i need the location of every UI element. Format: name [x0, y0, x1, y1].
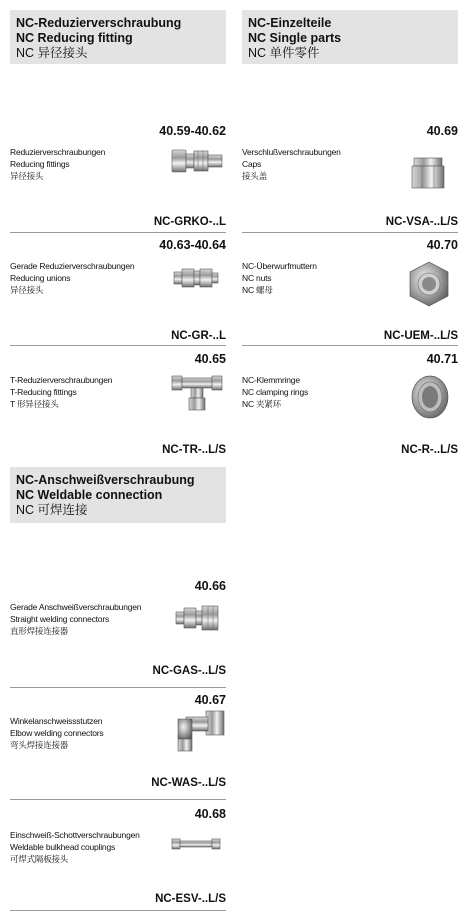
product-entry[interactable]: [242, 238, 458, 348]
product-number: 40.67: [194, 693, 226, 707]
product-description: [242, 374, 308, 410]
description-de: Gerade Reduzierverschraubungen: [10, 261, 135, 271]
product-description: [10, 146, 105, 182]
description-cn: NC 螺母: [242, 285, 273, 295]
weldable-header-cn: NC 可焊连接: [16, 503, 88, 517]
description-de: NC-Klemmringe: [242, 375, 300, 385]
description-cn: 直形焊接连接器: [10, 626, 69, 636]
weldable-header-de: NC-Anschweißverschraubung: [16, 473, 195, 487]
product-number: 40.63-40.64: [159, 238, 226, 252]
product-number: 40.68: [194, 807, 226, 821]
description-en: Weldable bulkhead couplings: [10, 842, 116, 852]
product-number: 40.71: [426, 352, 458, 366]
single-header-en: NC Single parts: [248, 31, 342, 45]
product-description: [242, 146, 341, 182]
description-de: Gerade Anschweißverschraubungen: [10, 602, 142, 612]
elbow-welding-connector-icon: [170, 709, 226, 760]
product-code: NC-WAS-..L/S: [151, 777, 226, 789]
product-number: 40.69: [426, 124, 458, 138]
description-en: Reducing unions: [10, 273, 71, 283]
description-de: Reduzierverschraubungen: [10, 147, 106, 157]
product-description: [10, 374, 112, 410]
description-cn: 弯头焊接连接器: [10, 740, 69, 750]
product-number: 40.65: [194, 352, 226, 366]
description-en: Caps: [242, 159, 262, 169]
reducing-union-icon: [172, 266, 220, 295]
description-en: Reducing fittings: [10, 159, 70, 169]
product-number: 40.59-40.62: [159, 124, 226, 138]
product-code: NC-UEM-..L/S: [383, 330, 458, 342]
single-parts-column: [242, 10, 458, 456]
weldable-section-header: [10, 467, 226, 523]
product-entry[interactable]: [242, 352, 458, 462]
product-description: [242, 260, 317, 296]
product-entry[interactable]: [10, 693, 226, 803]
description-de: T-Reduzierverschraubungen: [10, 375, 113, 385]
t-reducing-fitting-icon: [170, 370, 224, 419]
description-en: T-Reducing fittings: [10, 387, 77, 397]
cap-icon: [410, 154, 446, 197]
product-code: NC-GR-..L: [171, 330, 226, 342]
description-cn: 接头盖: [242, 171, 267, 181]
nut-icon: [408, 260, 450, 313]
description-en: Straight welding connectors: [10, 614, 110, 624]
product-number: 40.70: [426, 238, 458, 252]
clamping-ring-icon: [410, 374, 450, 425]
product-code: NC-ESV-..L/S: [155, 893, 226, 905]
description-cn: T 形异径接头: [10, 399, 59, 409]
bulkhead-coupling-icon: [170, 835, 222, 858]
product-entry[interactable]: [10, 579, 226, 689]
description-cn: 异径接头: [10, 171, 44, 181]
reducing-header-de: NC-Reduzierverschraubung: [16, 16, 182, 30]
description-en: Elbow welding connectors: [10, 728, 104, 738]
description-cn: NC 夹紧环: [242, 399, 281, 409]
reducing-column: [10, 10, 226, 456]
description-de: Winkelanschweissstutzen: [10, 716, 103, 726]
single-parts-section-header: [242, 10, 458, 64]
description-cn: 可焊式隔板接头: [10, 854, 69, 864]
single-header-cn: NC 单件零件: [248, 46, 320, 60]
product-description: [10, 829, 140, 865]
reducing-header-en: NC Reducing fitting: [16, 31, 133, 45]
product-entry[interactable]: [10, 238, 226, 348]
weldable-column: [10, 467, 226, 905]
product-number: 40.66: [194, 579, 226, 593]
description-de: NC-Überwurfmuttern: [242, 261, 317, 271]
product-description: [10, 601, 141, 637]
product-entry[interactable]: [10, 807, 226, 917]
product-description: [10, 260, 134, 296]
product-description: [10, 715, 103, 751]
description-en: NC nuts: [242, 273, 272, 283]
product-code: NC-VSA-..L/S: [385, 216, 458, 228]
product-entry[interactable]: [10, 352, 226, 462]
reducing-section-header: [10, 10, 226, 64]
product-code: NC-GAS-..L/S: [152, 665, 226, 677]
reducing-header-cn: NC 异径接头: [16, 46, 88, 60]
description-cn: 异径接头: [10, 285, 44, 295]
product-code: NC-TR-..L/S: [162, 444, 226, 456]
product-entry[interactable]: [10, 124, 226, 244]
description-de: Verschlußverschraubungen: [242, 147, 341, 157]
product-entry[interactable]: [242, 124, 458, 234]
straight-welding-connector-icon: [174, 603, 222, 638]
product-code: NC-R-..L/S: [401, 444, 458, 456]
weldable-header-en: NC Weldable connection: [16, 488, 163, 502]
reducing-fitting-icon: [170, 144, 224, 183]
single-header-de: NC-Einzelteile: [248, 16, 332, 30]
description-de: Einschweiß-Schottverschraubungen: [10, 830, 140, 840]
product-code: NC-GRKO-..L: [153, 216, 226, 228]
description-en: NC clamping rings: [242, 387, 309, 397]
